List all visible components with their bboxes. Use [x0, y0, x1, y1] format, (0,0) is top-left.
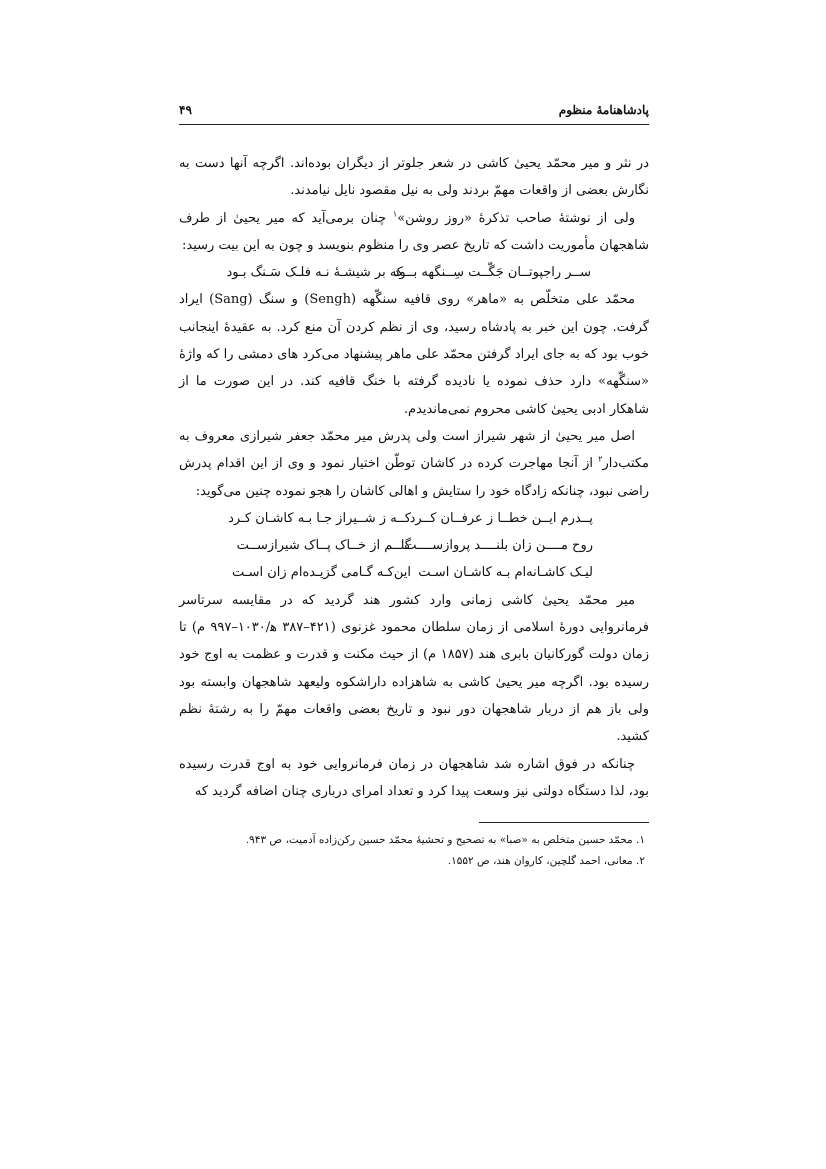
paragraph-2-text-b: چنان برمی‌آید که میر یحییٰ از طرف شاهجهان مأموریت داشت که تاریخ عصر وی را منظوم بنویسد و چون به این بیت رسید:: [179, 210, 649, 253]
footnote-1-number: ۱.: [636, 834, 645, 846]
verse-couplet-3: [179, 532, 649, 559]
paragraph-1-text: در نثر و میر محمّد یحییٰ کاشی در شعر جلوتر از دیگران بوده‌اند. اگرچه آنها دست به نگارش بعضی از واقعات مهمّ بردند ولی به نیل مقصود نایل نیامدند.: [179, 156, 649, 199]
verse-2-hemistich-1: پــدرم ایــن خطــا ز عرفــان کــرد: [409, 510, 593, 526]
footnotes: [179, 830, 649, 872]
verse-1-hemistich-2: که بر شیشـهٔ نـه فلـک سَـنگ بـود: [226, 265, 403, 281]
verse-4-hemistich-1: لیـک کاشـانه‌ام بـه کاشـان اسـت: [418, 565, 593, 581]
footnote-rule: [479, 822, 649, 823]
footnote-2-text: معانی، احمد گلچین، کاروان هند، ص ۱۵۵۲.: [447, 855, 633, 867]
footnote-ref-1[interactable]: ۱: [392, 209, 398, 219]
paragraph-1: [179, 150, 649, 205]
paragraph-3: [179, 286, 649, 422]
paragraph-3-text: محمّد علی متخلّص به «ماهر» روی قافیه سنگّهه (Sengh) و سنگ (Sang) ایراد گرفت. چون این خبر به پادشاه رسید، وی از نظم کردن آن منع کرد. به عقیدهٔ اینجانب خوب بود که به جای ایراد گرفتن محمّد علی ماهر پیشنهاد می‌کرد های دمشی را که واژهٔ «سنگّهه» دارد حذف نموده یا نادیده گرفته با خنگ قافیه کند. در این صورت ما از شاهکار ادبی یحییٰ کاشی محروم نمی‌ماندیدم.: [179, 292, 649, 417]
paragraph-4: [179, 423, 649, 505]
body-text: [179, 150, 649, 805]
paragraph-4-text-a: اصل میر یحییٰ از شهر شیراز است ولی پدرش میر محمّد جعفر شیرازی معروف به مکتب‌دار: [179, 428, 649, 472]
paragraph-6-text: چنانکه در فوق اشاره شد شاهجهان در زمان فرمانروایی خود به اوج قدرت رسیده بود، لذا دستگاه دولتی نیز وسعت پیدا کرد و تعداد امرای درباری چنان اضافه گردید که: [179, 756, 649, 799]
paragraph-2: [179, 205, 649, 260]
verse-3-hemistich-2: گلــم از خــاک پــاک شیرازســت: [236, 538, 411, 554]
running-header: [179, 101, 649, 121]
verse-couplet-4: [179, 559, 649, 586]
footnote-2-number: ۲.: [636, 855, 645, 867]
verse-1-hemistich-1: ســر راجپوتــان جَگّــت سِــنگهه بــود: [393, 265, 591, 281]
paragraph-2-text-a: ولی از نوشتهٔ صاحب تذکرهٔ «روز روشن»: [397, 210, 635, 226]
footnote-ref-2[interactable]: ۲: [598, 454, 603, 464]
running-title: پادشاهنامهٔ منظوم: [558, 103, 649, 117]
verse-couplet-1: [179, 259, 649, 286]
footnote-1: [179, 830, 649, 851]
verse-4-hemistich-2: این‌کـه گـامی گزیـده‌ام زان اسـت: [232, 565, 411, 581]
verse-3-hemistich-1: روح مــــن زان بلنــــد پروازســــت: [404, 538, 593, 554]
verse-couplet-2: [179, 505, 649, 532]
footnote-1-text: محمّد حسین متخلص به «صبا» به تصحیح و تحشیهٔ محمّد حسین رکن‌زاده آدمیت، ص ۹۴۳.: [245, 834, 633, 846]
paragraph-5-text: میر محمّد یحییٰ کاشی زمانی وارد کشور هند گردید که در مقایسه سرتاسر فرمانروایی دورهٔ اسلامی از زمان سلطان محمود غزنوی (۴۲۱–۳۸۷ ه‍/۱۰۳۰–۹۹۷ م) تا زمان دولت گورکانیان بابری هند (۱۸۵۷ م) از حیث مکنت و قدرت و عظمت به اوج خود رسیده بود. اگرچه میر یحییٰ کاشی به شاهزاده داراشکوه ولیعهد شاهجهان وابسته بود ولی باز هم از دربار شاهجهان دور نبود و تاریخ بعضی واقعات مهمّ را به رشتهٔ نظم کشید.: [179, 592, 650, 745]
header-rule: [179, 124, 649, 125]
verse-2-hemistich-2: کــه ز شــیراز جـا بـه کاشـان کـرد: [228, 510, 411, 526]
page-number: ۴۹: [179, 103, 192, 117]
footnote-2: [179, 851, 649, 872]
paragraph-6: [179, 751, 649, 806]
paragraph-5: [179, 587, 649, 751]
paragraph-4-text-b: از آنجا مهاجرت کرده در کاشان توطّن اختیار نمود و وی از این اقدام پدرش راضی نبود، چنانکه زادگاه خود را ستایش و اهالی کاشان را هجو نموده چنین می‌گوید:: [179, 456, 649, 499]
